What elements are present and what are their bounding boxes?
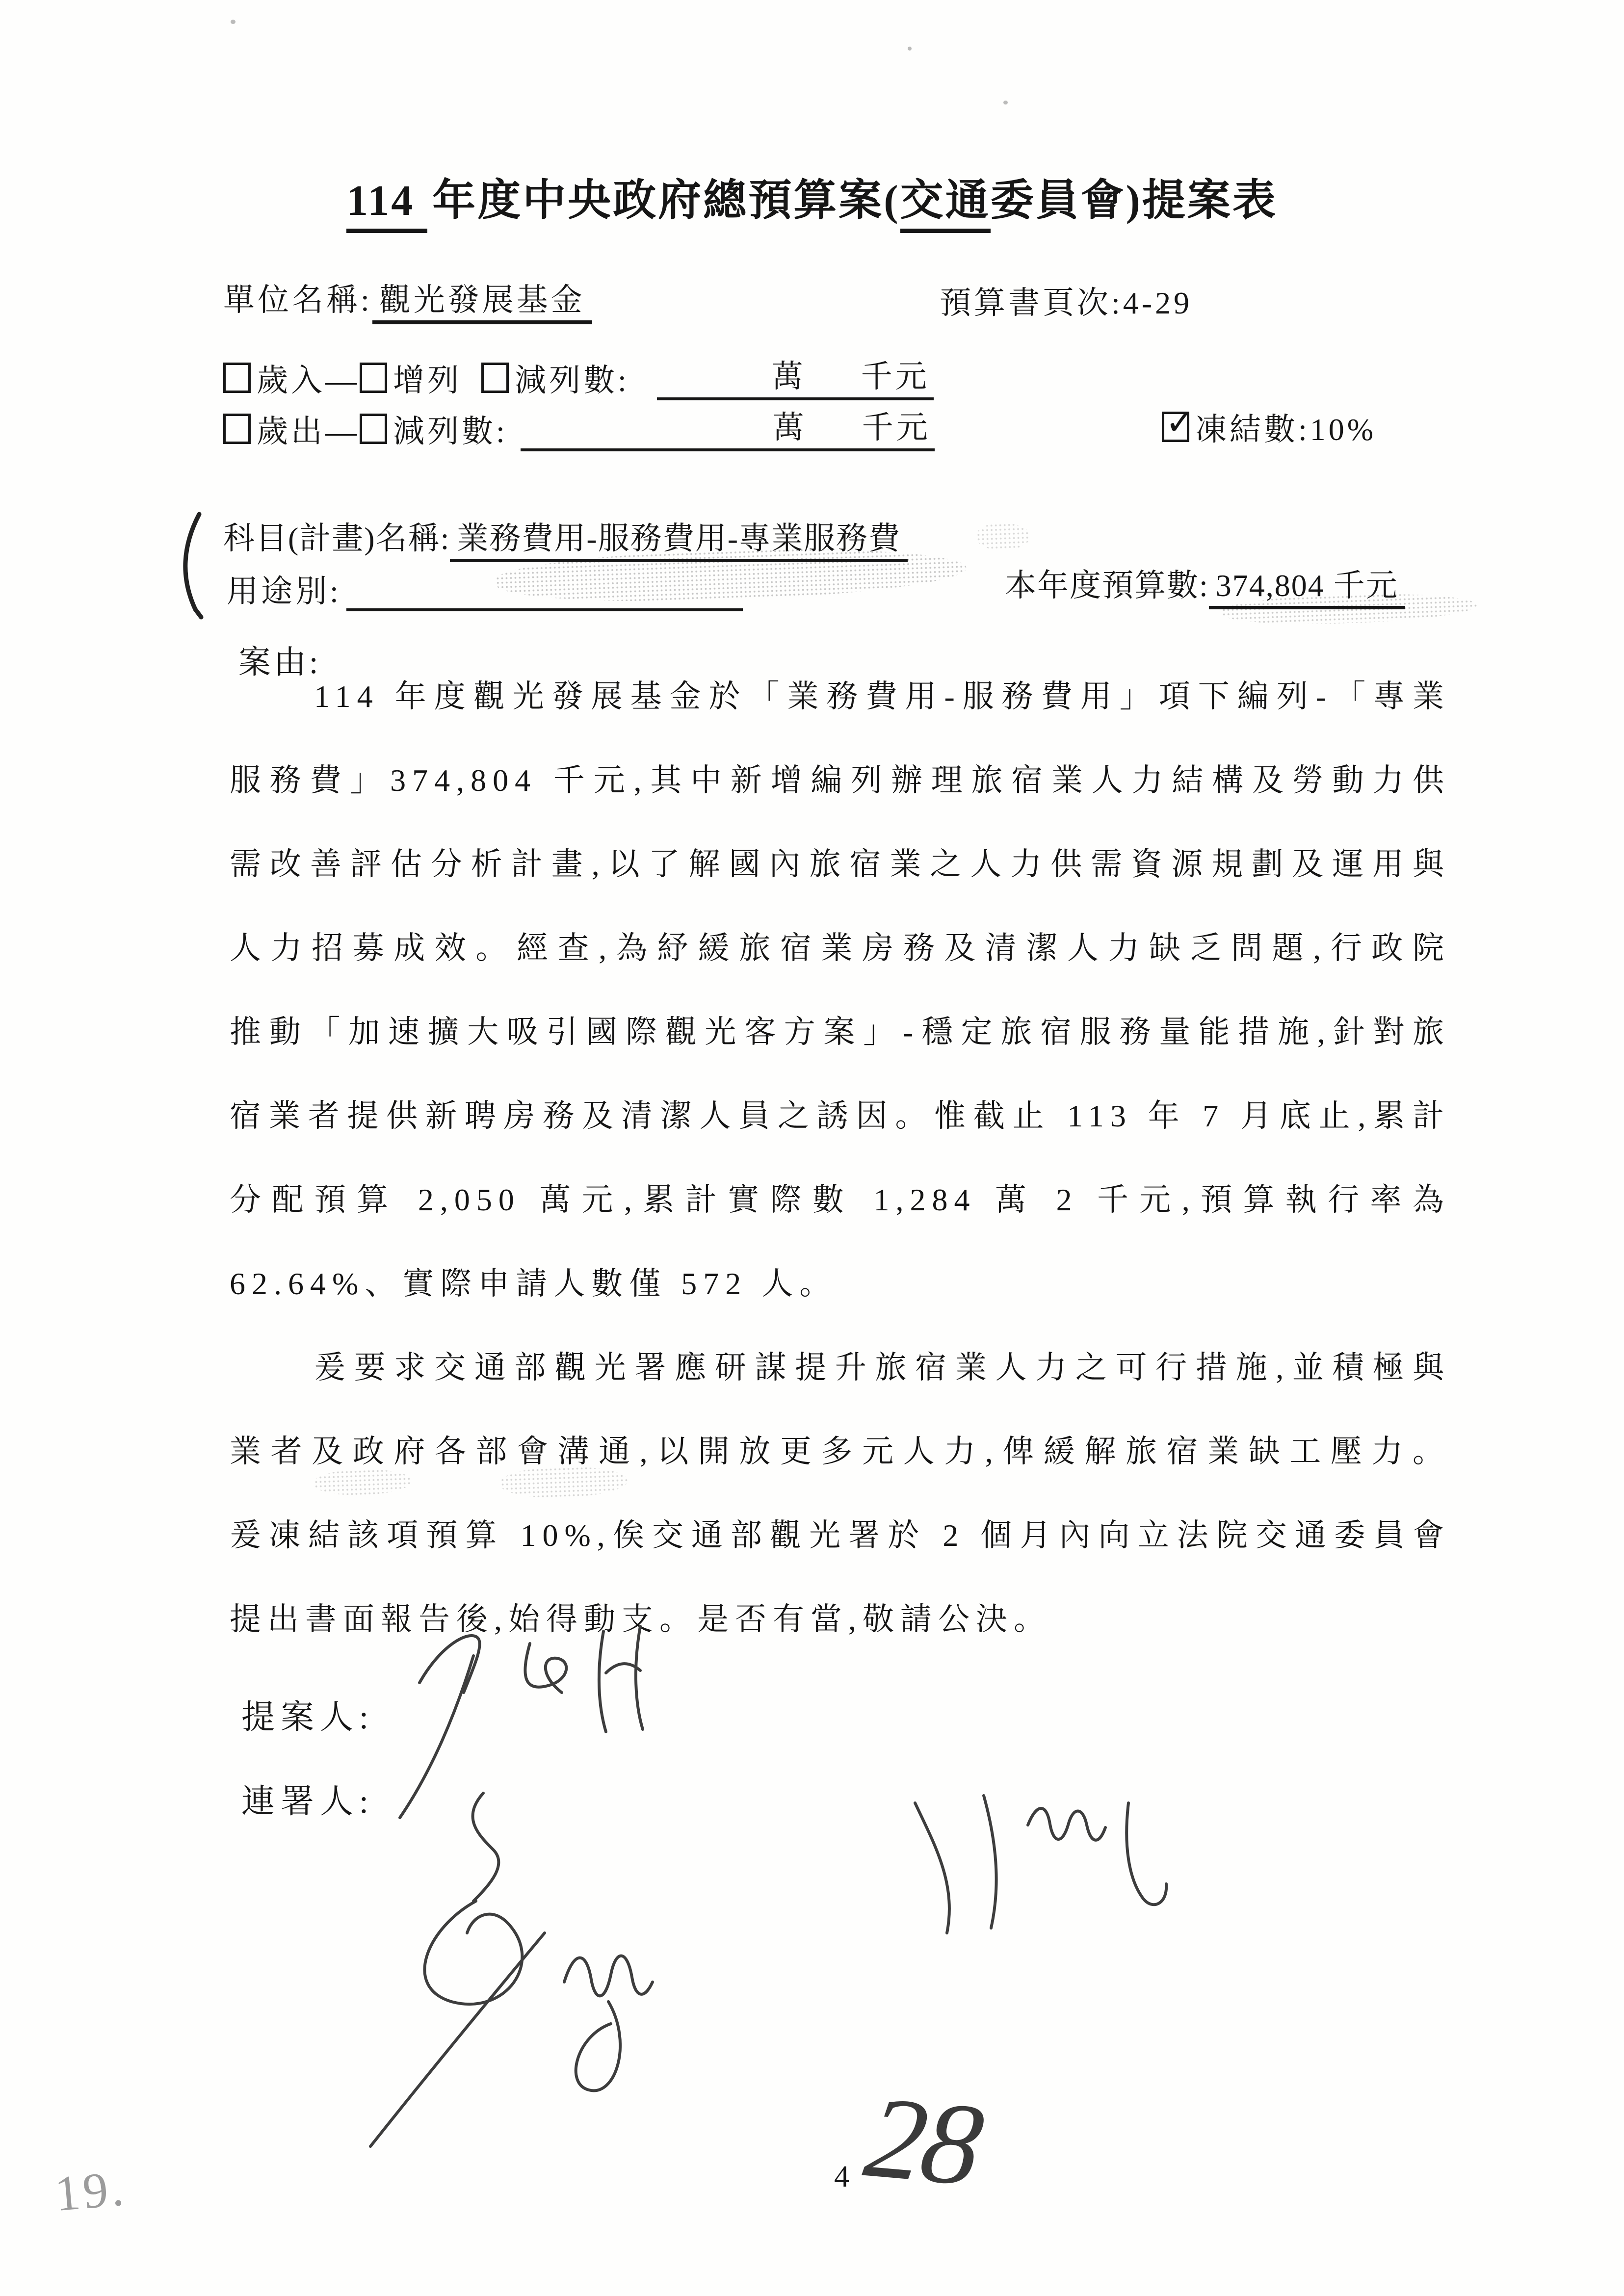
title-mid: 年度中央政府總預算案( <box>432 177 900 225</box>
case-line: 提出書面報告後,始得動支。是否有當,敬請公決。 <box>230 1602 1051 1637</box>
scan-speck <box>1003 101 1008 104</box>
expenditure-label: 歲出 <box>257 414 325 449</box>
unit-name-label: 單位名稱: <box>223 283 372 317</box>
cosigner-signature-2 <box>905 1786 1180 1953</box>
revenue-label: 歲入 <box>257 363 325 398</box>
page-title <box>0 166 1624 228</box>
cosigner-label: 連署人: <box>241 1783 374 1820</box>
cosigner-signature-1 <box>334 1771 736 2159</box>
decrease-amount-label: 減列數: <box>393 414 508 449</box>
proposer-label: 提案人: <box>241 1698 374 1736</box>
budget-page-row <box>940 278 1192 323</box>
bracket-icon <box>171 511 208 621</box>
checkbox-unchecked-icon <box>481 363 509 393</box>
case-line: 114 年度觀光發展基金於「業務費用-服務費用」項下編列-「專業 <box>314 679 1450 714</box>
amount-blank-line <box>657 356 934 400</box>
checkbox-checked-icon <box>1162 401 1198 443</box>
scan-smudge <box>314 1468 413 1497</box>
frozen-label: 凍結數: <box>1195 412 1310 447</box>
check-mark: ✓ <box>1165 401 1198 443</box>
usage-label: 用途別: <box>227 574 341 609</box>
title-tail: 委員會)提案表 <box>990 177 1278 225</box>
frozen-value: 10% <box>1310 412 1377 447</box>
subject-value: 業務費用-服務費用-專業服務費 <box>450 521 908 562</box>
case-line: 爰要求交通部觀光署應研謀提升旅宿業人力之可行措施,並積極與 <box>314 1350 1450 1385</box>
subject-label: 科目(計畫)名稱: <box>223 521 450 556</box>
case-line: 分配預算 2,050 萬元,累計實際數 1,284 萬 2 千元,預算執行率為 <box>230 1182 1450 1217</box>
qianyuan-unit: 千元 <box>861 359 930 394</box>
checkbox-unchecked-icon <box>223 363 251 393</box>
page-number: 4 <box>834 2160 849 2193</box>
unit-name-value: 觀光發展基金 <box>372 283 592 324</box>
case-line: 人力招募成效。經查,為紓緩旅宿業房務及清潔人力缺乏問題,行政院 <box>230 931 1450 965</box>
case-line: 推動「加速擴大吸引國際觀光客方案」-穩定旅宿服務量能措施,針對旅 <box>230 1015 1450 1049</box>
revenue-row <box>223 355 934 400</box>
frozen-amount-row <box>1162 401 1377 449</box>
scan-speck <box>908 47 912 51</box>
scan-speck <box>231 20 236 24</box>
dash: — <box>325 363 360 398</box>
wan-unit: 萬 <box>772 410 807 445</box>
expenditure-row <box>223 406 935 451</box>
wan-unit: 萬 <box>771 359 806 394</box>
dash: — <box>325 414 360 449</box>
budget-amount-value: 374,804 千元 <box>1209 568 1405 609</box>
case-line: 爰凍結該項預算 10%,俟交通部觀光署於 2 個月內向立法院交通委員會 <box>230 1518 1450 1553</box>
qianyuan-unit: 千元 <box>862 410 931 445</box>
case-line: 需改善評估分析計畫,以了解國內旅宿業之人力供需資源規劃及運用與 <box>230 847 1450 882</box>
budget-page-value: 4-29 <box>1123 286 1193 320</box>
unit-name-row <box>223 275 592 320</box>
handwritten-corner-note: 19. <box>52 2160 129 2222</box>
increase-label: 增列 <box>393 363 462 398</box>
checkbox-unchecked-icon <box>360 414 387 444</box>
handwritten-page-number: 28 <box>857 2072 989 2210</box>
scan-smudge <box>976 522 1031 551</box>
title-committee-underlined: 交通 <box>900 177 991 233</box>
case-line: 宿業者提供新聘房務及清潔人員之誘因。惟截止 113 年 7 月底止,累計 <box>230 1098 1450 1133</box>
case-line: 業者及政府各部會溝通,以開放更多元人力,俾緩解旅宿業缺工壓力。 <box>230 1434 1450 1469</box>
checkbox-unchecked-icon <box>223 414 251 444</box>
case-label-text: 案由: <box>238 645 321 680</box>
title-year-underlined: 114 <box>346 177 427 233</box>
amount-blank-line <box>521 407 935 451</box>
budget-page-label: 預算書頁次: <box>940 286 1123 320</box>
case-line: 62.64%、實際申請人數僅 572 人。 <box>230 1266 838 1301</box>
case-line: 服務費」374,804 千元,其中新增編列辦理旅宿業人力結構及勞動力供 <box>230 763 1450 798</box>
decrease-amount-label: 減列數: <box>515 363 629 398</box>
checkbox-unchecked-icon <box>360 363 387 393</box>
case-label <box>238 636 321 682</box>
budget-amount-label: 本年度預算數: <box>1005 568 1209 603</box>
